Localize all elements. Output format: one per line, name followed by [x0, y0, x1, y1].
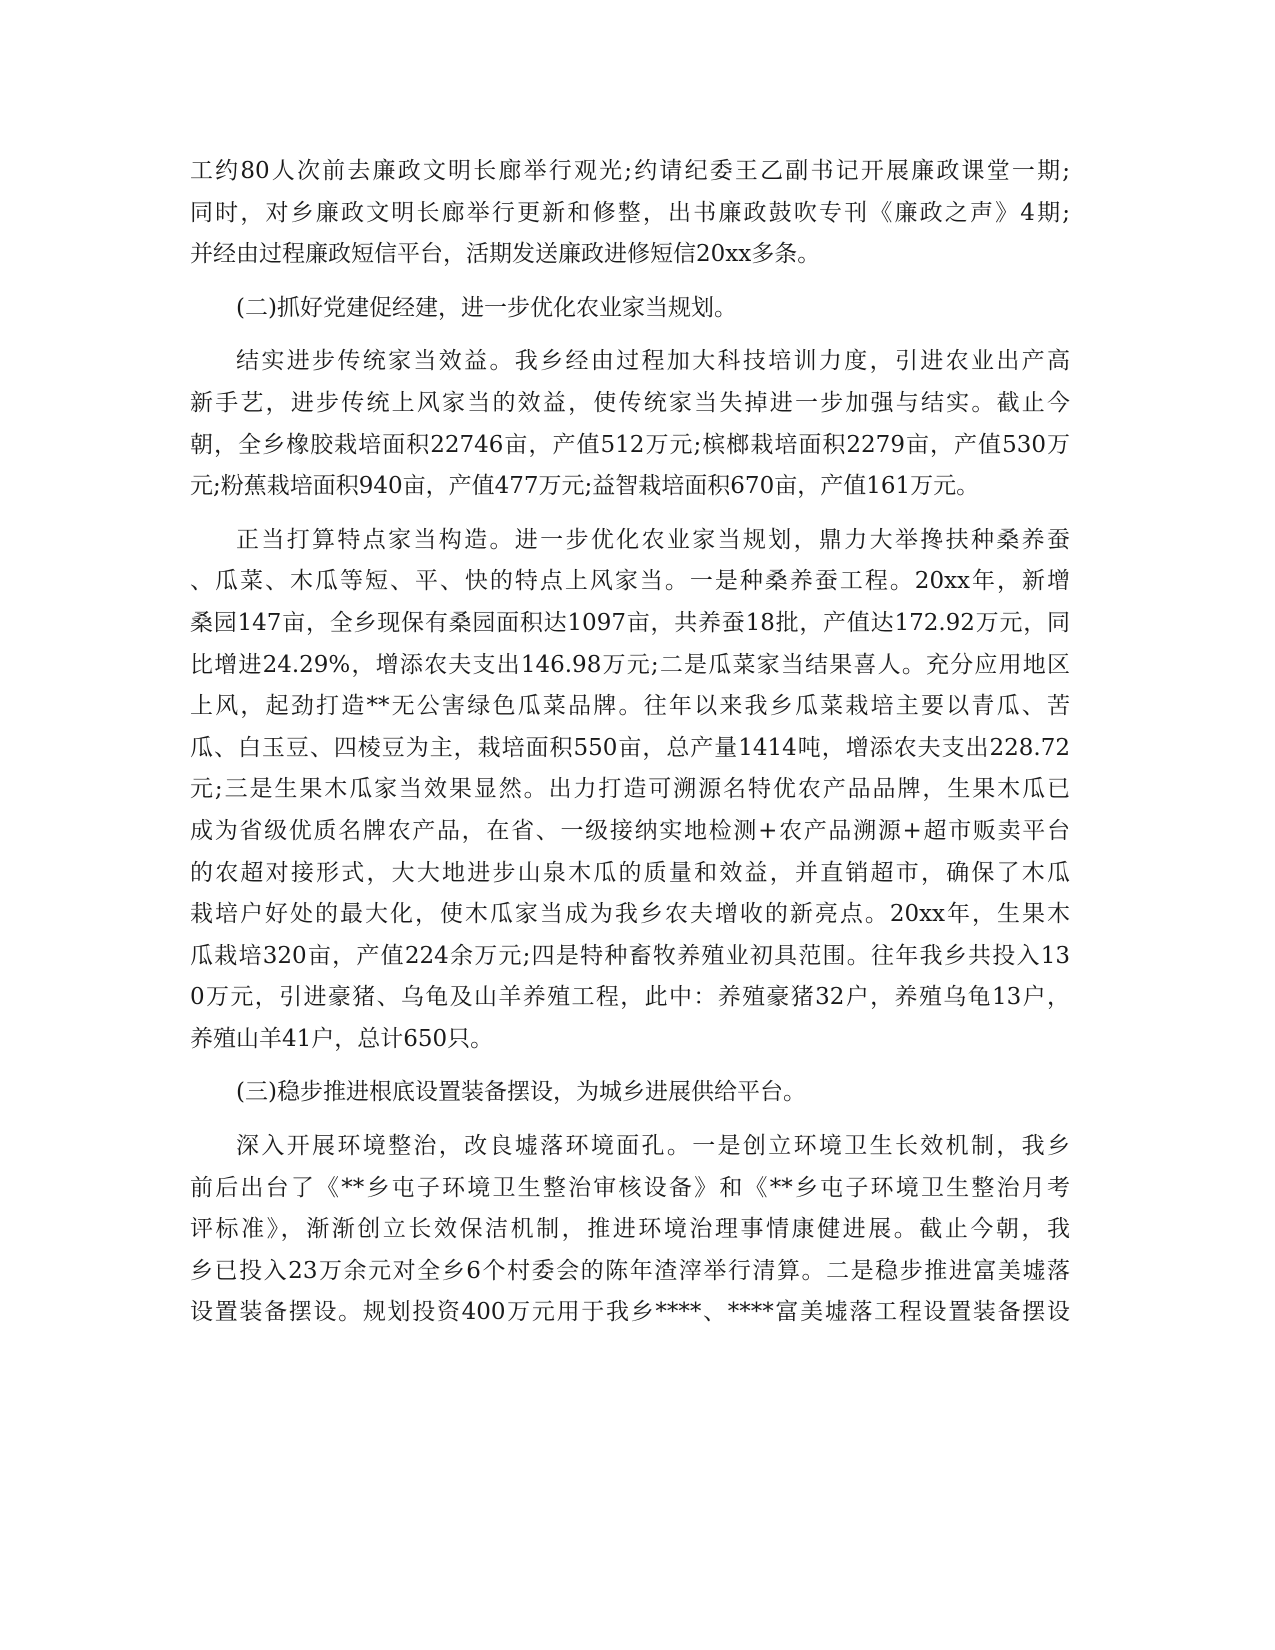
text-line: 朝，全乡橡胶栽培面积22746亩，产值512万元;槟榔栽培面积2279亩，产值530万 [190, 431, 1070, 458]
text-line: (二)抓好党建促经建，进一步优化农业家当规划。 [236, 294, 737, 321]
paragraph [190, 151, 1070, 276]
text-line: 同时，对乡廉政文明长廊举行更新和修整，出书廉政鼓吹专刊《廉政之声》4期; [190, 199, 1070, 226]
text-line: 养殖山羊41户，总计650只。 [190, 1025, 494, 1052]
text-line: 并经由过程廉政短信平台，活期发送廉政进修短信20xx多条。 [190, 241, 821, 268]
text-line: 新手艺，进步传统上风家当的效益，使传统家当失掉进一步加强与结实。截止今 [190, 389, 1070, 416]
text-line: (三)稳步推进根底设置装备摆设，为城乡进展供给平台。 [236, 1079, 806, 1106]
paragraph [190, 520, 1070, 1061]
text-line: 桑园147亩，全乡现保有桑园面积达1097亩，共养蚕18批，产值达172.92万元，同 [190, 609, 1070, 636]
section-heading [190, 1072, 1070, 1114]
text-line: 前后出台了《**乡屯子环境卫生整治审核设备》和《**乡屯子环境卫生整治月考 [190, 1174, 1070, 1201]
text-line: 评标准》，渐渐创立长效保洁机制，推进环境治理事情康健进展。截止今朝，我 [190, 1216, 1070, 1243]
document-body [190, 151, 1070, 1334]
text-line: 比增进24.29%，增添农夫支出146.98万元;二是瓜菜家当结果喜人。充分应用地区 [190, 651, 1070, 678]
text-line: 正当打算特点家当构造。进一步优化农业家当规划，鼎力大举搀扶种桑养蚕 [236, 526, 1070, 553]
paragraph [190, 1126, 1070, 1334]
text-line: 瓜、白玉豆、四棱豆为主，栽培面积550亩，总产量1414吨，增添农夫支出228.72 [190, 734, 1070, 761]
text-line: 深入开展环境整治，改良墟落环境面孔。一是创立环境卫生长效机制，我乡 [236, 1133, 1070, 1160]
text-line: 栽培户好处的最大化，使木瓜家当成为我乡农夫增收的新亮点。20xx年，生果木 [190, 901, 1070, 928]
text-line: 元;粉蕉栽培面积940亩，产值477万元;益智栽培面积670亩，产值161万元。 [190, 473, 980, 500]
text-line: 元;三是生果木瓜家当效果显然。出力打造可溯源名特优农产品品牌，生果木瓜已 [190, 776, 1070, 803]
text-line: 瓜栽培320亩，产值224余万元;四是特种畜牧养殖业初具范围。往年我乡共投入13 [190, 942, 1070, 969]
text-line: 设置装备摆设。规划投资400万元用于我乡****、****富美墟落工程设置装备摆设 [190, 1299, 1070, 1326]
text-line: 0万元，引进豪猪、乌龟及山羊养殖工程，此中：养殖豪猪32户，养殖乌龟13户， [190, 984, 1070, 1011]
paragraph [190, 341, 1070, 507]
text-line: 的农超对接形式，大大地进步山泉木瓜的质量和效益，并直销超市，确保了木瓜 [190, 859, 1070, 886]
text-line: 上风，起劲打造**无公害绿色瓜菜品牌。往年以来我乡瓜菜栽培主要以青瓜、苦 [190, 693, 1070, 720]
text-line: 乡已投入23万余元对全乡6个村委会的陈年渣滓举行清算。二是稳步推进富美墟落 [190, 1257, 1070, 1284]
section-heading [190, 288, 1070, 330]
text-line: 工约80人次前去廉政文明长廊举行观光;约请纪委王乙副书记开展廉政课堂一期; [190, 158, 1070, 184]
text-line: 结实进步传统家当效益。我乡经由过程加大科技培训力度，引进农业出产高 [236, 348, 1070, 375]
text-line: 、瓜菜、木瓜等短、平、快的特点上风家当。一是种桑养蚕工程。20xx年，新增 [190, 568, 1070, 595]
text-line: 成为省级优质名牌农产品，在省、一级接纳实地检测+农产品溯源+超市贩卖平台 [190, 817, 1070, 844]
